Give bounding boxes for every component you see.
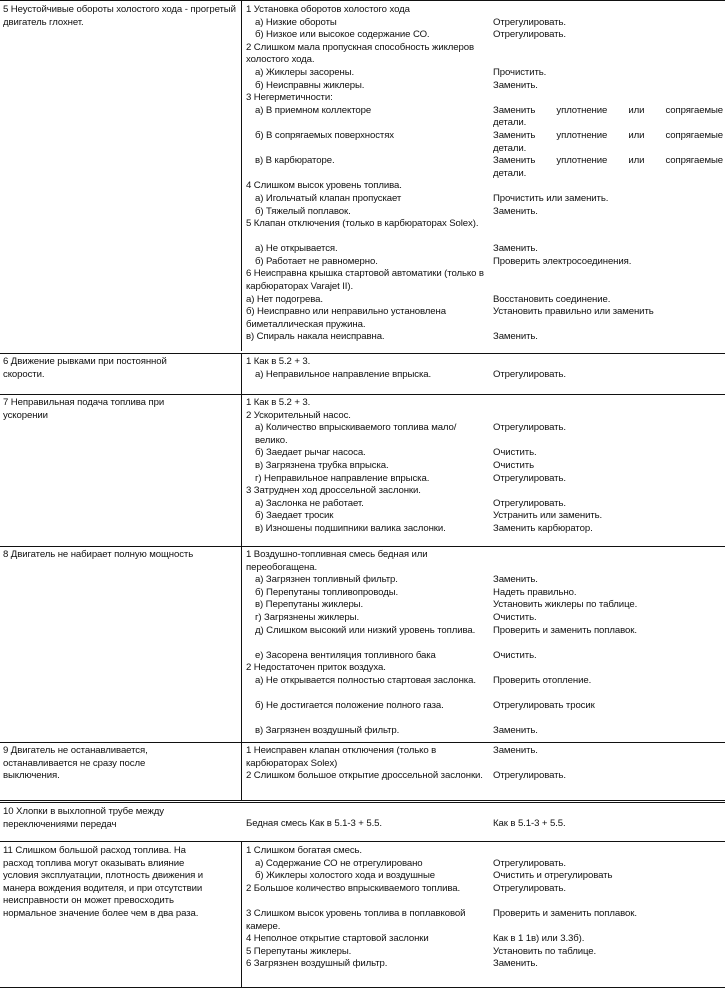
cause-line: б) В сопрягаемых поверхностях bbox=[255, 129, 394, 141]
fix-line: Прочистить или заменить. bbox=[493, 192, 609, 204]
fix-line: Заменить. bbox=[493, 243, 538, 255]
cause-line: в) Загрязнена трубка впрыска. bbox=[255, 459, 389, 471]
table-bottom-rule bbox=[0, 987, 725, 988]
fix-line: Проверить электросоединения. bbox=[493, 255, 632, 267]
fix-line bbox=[493, 662, 723, 675]
table-row-9 bbox=[0, 742, 725, 800]
problem-cell: 11 Слишком большой расход топлива. На расход топлива могут оказывать влияние условия эксплуатации, плотность движения и манера вождения водителя, и при отсутствии неисправности он может превосходить нормальное значение более чем в два раза. bbox=[3, 845, 204, 919]
table-row-5 bbox=[0, 0, 725, 351]
cause-line: 6 Загрязнен воздушный фильтр. bbox=[246, 958, 388, 970]
cause-line: 2 Слишком большое открытие дроссельной заслонки. bbox=[246, 770, 483, 782]
fix-line: Прочистить. bbox=[493, 66, 547, 78]
table-row-10 bbox=[0, 800, 725, 839]
row-double-rule bbox=[0, 802, 725, 803]
cause-line: 4 Слишком высок уровень топлива. bbox=[246, 180, 402, 192]
column-divider bbox=[241, 354, 242, 394]
cause-line: а) Содержание СО не отрегулировано bbox=[255, 857, 423, 869]
fix-line: Отрегулировать. bbox=[493, 422, 566, 434]
table-row-8 bbox=[0, 546, 725, 742]
cause-line: б) Работает не равномерно. bbox=[255, 255, 378, 267]
fix-column bbox=[493, 397, 723, 536]
fix-line bbox=[493, 549, 723, 574]
fix-line: Заменить. bbox=[493, 79, 538, 91]
fix-line: Проверить и заменить поплавок. bbox=[493, 907, 637, 919]
fix-line bbox=[493, 356, 723, 369]
fix-line bbox=[493, 218, 723, 243]
cause-line: 1 Слишком богатая смесь. bbox=[246, 845, 362, 856]
fix-line: Очистить. bbox=[493, 649, 537, 661]
cause-line: б) Не достигается положение полного газа. bbox=[255, 700, 444, 712]
cause-line: а) Нет подогрева. bbox=[246, 293, 323, 305]
fix-line: Отрегулировать. bbox=[493, 497, 566, 509]
table-row-11 bbox=[0, 841, 725, 987]
cause-line: 1 Установка оборотов холостого хода bbox=[246, 4, 410, 15]
cause-column bbox=[246, 397, 486, 548]
fix-column bbox=[493, 549, 723, 738]
fix-line bbox=[493, 268, 723, 293]
cause-line: 5 Клапан отключения (только в карбюраторах Solex). bbox=[246, 218, 479, 230]
cause-line: б) Тяжелый поплавок. bbox=[255, 205, 351, 217]
cause-column bbox=[246, 356, 486, 381]
cause-line: г) Загрязнены жиклеры. bbox=[255, 611, 360, 623]
cause-line: 1 Неисправен клапан отключения (только в карбюраторах Solex) bbox=[246, 745, 437, 769]
cause-line: 4 Неполное открытие стартовой заслонки bbox=[246, 933, 429, 945]
cause-line: г) Неправильное направление впрыска. bbox=[255, 472, 430, 484]
problem-cell: 6 Движение рывками при постоянной скорости. bbox=[3, 356, 167, 380]
fix-column bbox=[493, 845, 723, 971]
fix-line: Отрегулировать. bbox=[493, 857, 566, 869]
fix-line: Заменить уплотнение или сопрягаемые детали. bbox=[493, 155, 723, 179]
column-divider bbox=[241, 547, 242, 742]
fix-line: Установить по таблице. bbox=[493, 945, 597, 957]
cause-line: б) Низкое или высокое содержание СО. bbox=[255, 29, 430, 41]
fix-line: Очистить и отрегулировать bbox=[493, 870, 613, 882]
cause-line: 3 Слишком высок уровень топлива в поплавковой камере. bbox=[246, 907, 466, 932]
column-divider bbox=[241, 395, 242, 546]
fix-column bbox=[493, 745, 723, 783]
cause-line: 6 Неисправна крышка стартовой автоматики (только в карбюраторах Varajet II). bbox=[246, 268, 484, 293]
fix-line: Заменить карбюратор. bbox=[493, 522, 593, 534]
cause-line: 2 Недостаточен приток воздуха. bbox=[246, 662, 386, 674]
cause-line: в) В карбюраторе. bbox=[255, 155, 335, 167]
fix-line: Очистить. bbox=[493, 611, 537, 623]
fix-line: Заменить. bbox=[493, 745, 538, 756]
fix-line: Отрегулировать. bbox=[493, 472, 566, 484]
fix-line: Проверить и заменить поплавок. bbox=[493, 624, 637, 636]
cause-line: Бедная смесь Как в 5.1-3 + 5.5. bbox=[246, 818, 382, 829]
cause-line: а) Заслонка не работает. bbox=[255, 497, 364, 509]
cause-line: в) Загрязнен воздушный фильтр. bbox=[255, 725, 400, 737]
fix-line: Установить жиклеры по таблице. bbox=[493, 599, 638, 611]
cause-line: 1 Как в 5.2 + 3. bbox=[246, 356, 311, 367]
cause-line: б) Перепутаны топливопроводы. bbox=[255, 586, 399, 598]
fix-line: Как в 1 1в) или 3.3б). bbox=[493, 933, 585, 945]
fix-line: Заменить уплотнение или сопрягаемые детали. bbox=[493, 104, 723, 129]
problem-cell: 7 Неправильная подача топлива при ускорении bbox=[3, 397, 165, 421]
fix-line: Как в 5.1-3 + 5.5. bbox=[493, 818, 566, 829]
fix-line: Заменить. bbox=[493, 205, 538, 217]
fix-line: Заменить. bbox=[493, 958, 538, 970]
cause-line: 5 Перепутаны жиклеры. bbox=[246, 945, 352, 957]
fix-line: Отрегулировать. bbox=[493, 29, 566, 41]
fix-line: Заменить. bbox=[493, 725, 538, 737]
column-divider bbox=[241, 1, 242, 351]
cause-line: 2 Слишком мала пропускная способность жиклеров холостого хода. bbox=[246, 41, 474, 66]
cause-column bbox=[246, 745, 486, 795]
fix-line: Очистить bbox=[493, 459, 534, 471]
cause-line: в) Спираль накала неисправна. bbox=[246, 331, 385, 343]
fix-line: Устранить или заменить. bbox=[493, 510, 603, 522]
cause-line: б) Неисправно или неправильно установлена биметаллическая пружина. bbox=[246, 306, 446, 330]
fix-line: Надеть правильно. bbox=[493, 586, 577, 598]
cause-line: б) Заедает тросик bbox=[255, 510, 334, 522]
cause-line: а) Не открывается полностью стартовая заслонка. bbox=[255, 674, 476, 686]
cause-column bbox=[246, 4, 486, 344]
fix-line: Проверить отопление. bbox=[493, 674, 592, 686]
cause-line: а) Не открывается. bbox=[255, 243, 338, 255]
cause-line: в) Перепутаны жиклеры. bbox=[255, 599, 364, 611]
fix-column bbox=[493, 4, 723, 344]
fix-line bbox=[493, 42, 723, 67]
column-divider bbox=[241, 842, 242, 987]
fix-line: Очистить. bbox=[493, 447, 537, 459]
cause-line: в) Изношены подшипники валика заслонки. bbox=[255, 522, 446, 534]
cause-line: 3 Негерметичности: bbox=[246, 92, 333, 104]
cause-line: 2 Большое количество впрыскиваемого топлива. bbox=[246, 882, 461, 894]
fix-line bbox=[493, 397, 723, 410]
table-row-7 bbox=[0, 394, 725, 546]
cause-line: а) В приемном коллекторе bbox=[255, 104, 372, 116]
cause-line: а) Загрязнен топливный фильтр. bbox=[255, 574, 398, 586]
cause-line: б) Неисправны жиклеры. bbox=[255, 79, 365, 91]
fix-line: Заменить уплотнение или сопрягаемые детали. bbox=[493, 129, 723, 154]
cause-line: а) Низкие обороты bbox=[255, 16, 337, 28]
cause-line: д) Слишком высокий или низкий уровень топлива. bbox=[255, 624, 476, 636]
cause-line: е) Засорена вентиляция топливного бака bbox=[255, 649, 436, 661]
cause-column bbox=[246, 549, 486, 738]
fix-line: Отрегулировать. bbox=[493, 16, 566, 28]
table-row-6 bbox=[0, 353, 725, 394]
fix-line bbox=[493, 410, 723, 423]
cause-line: а) Количество впрыскиваемого топлива мало/велико. bbox=[255, 422, 457, 446]
fix-line: Отрегулировать. bbox=[493, 882, 566, 894]
problem-cell: 5 Неустойчивые обороты холостого хода - прогретый двигатель глохнет. bbox=[3, 4, 236, 28]
fix-line: Восстановить соединение. bbox=[493, 293, 611, 305]
cause-column bbox=[246, 845, 486, 971]
cause-line: 1 Как в 5.2 + 3. bbox=[246, 397, 311, 408]
cause-line: б) Жиклеры холостого хода и воздушные bbox=[255, 870, 436, 882]
fix-line: Отрегулировать тросик bbox=[493, 700, 595, 712]
fix-line bbox=[493, 485, 723, 498]
fix-line: Отрегулировать. bbox=[493, 368, 566, 380]
cause-line: а) Жиклеры засорены. bbox=[255, 66, 355, 78]
fix-column bbox=[493, 356, 723, 381]
problem-cell: 9 Двигатель не останавливается, останавливается не сразу после выключения. bbox=[3, 745, 148, 782]
cause-line: б) Заедает рычаг насоса. bbox=[255, 447, 366, 459]
cause-line: 2 Ускорительный насос. bbox=[246, 409, 351, 421]
problem-cell: 8 Двигатель не набирает полную мощность bbox=[3, 549, 194, 560]
column-divider bbox=[241, 743, 242, 800]
cause-line: а) Неправильное направление впрыска. bbox=[255, 368, 432, 380]
cause-line: 1 Воздушно-топливная смесь бедная или переобогащена. bbox=[246, 549, 428, 573]
fix-line bbox=[493, 92, 723, 105]
fix-line bbox=[493, 4, 723, 17]
problem-cell: 10 Хлопки в выхлопной трубе между переключениями передач bbox=[3, 806, 164, 830]
cause-line: 3 Затруднен ход дроссельной заслонки. bbox=[246, 485, 421, 497]
fix-line: Заменить. bbox=[493, 331, 538, 343]
fix-line: Отрегулировать. bbox=[493, 770, 566, 782]
cause-line: а) Игольчатый клапан пропускает bbox=[255, 192, 402, 204]
fix-line: Заменить. bbox=[493, 574, 538, 586]
fix-line bbox=[493, 180, 723, 193]
fix-line: Установить правильно или заменить bbox=[493, 306, 654, 318]
fix-line bbox=[493, 845, 723, 858]
